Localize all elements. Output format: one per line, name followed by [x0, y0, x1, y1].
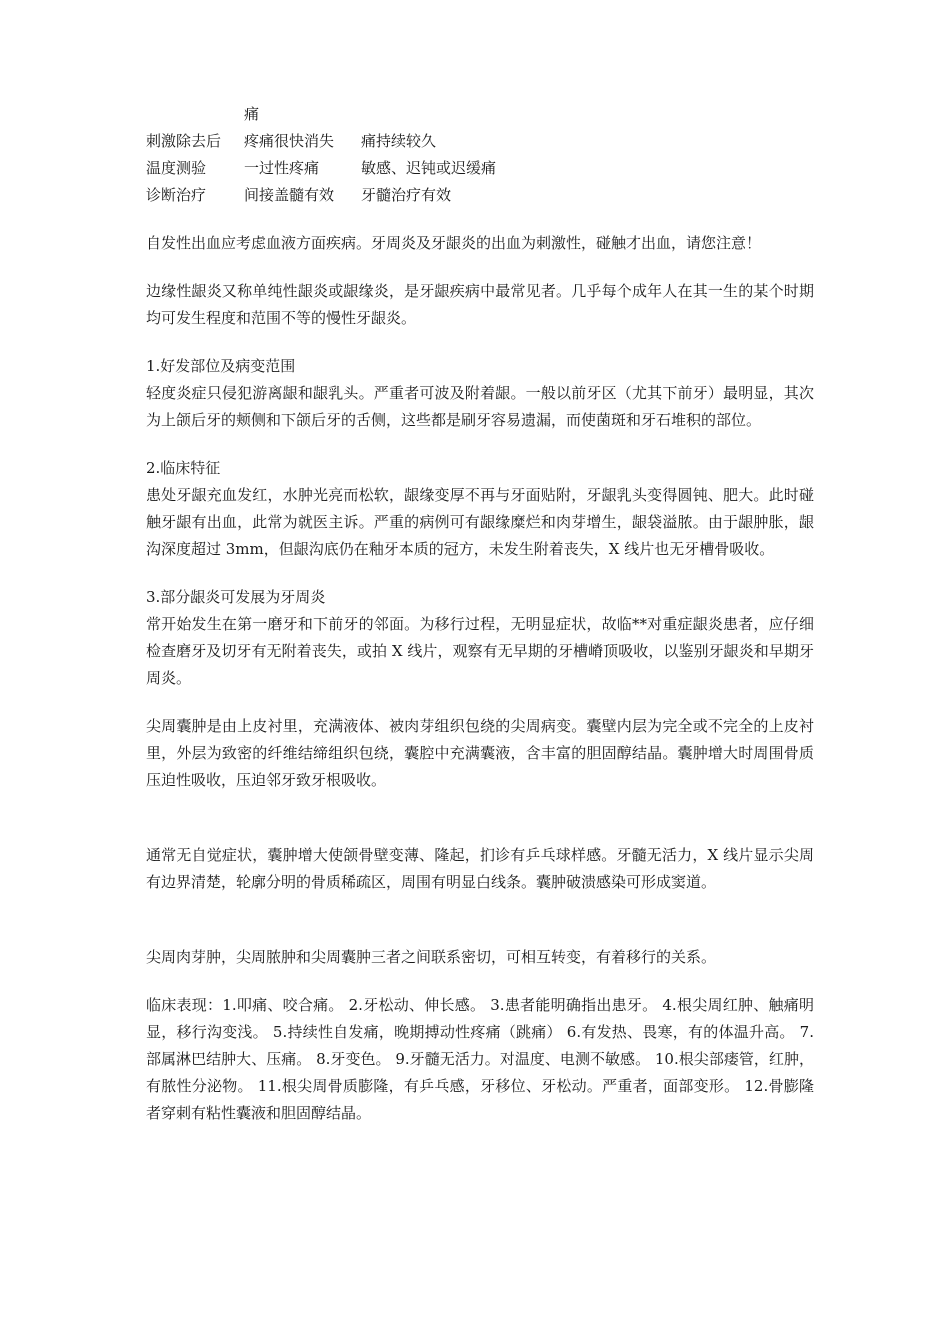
table-cell: 牙髓治疗有效: [361, 186, 452, 204]
paragraph-cyst-symptoms: 通常无自觉症状，囊肿增大使颌骨壁变薄、隆起，扪诊有乒乓球样感。牙髓无活力，X 线片显示尖周有边界清楚，轮廓分明的骨质稀疏区，周围有明显白线条。囊肿破溃感染可形成窦道。: [146, 846, 814, 891]
document-page: [146, 101, 814, 1127]
section-body-3: 常开始发生在第一磨牙和下前牙的邻面。为移行过程，无明显症状，故临**对重症龈炎患者，应仔细检查磨牙及切牙有无附着丧失，或拍 X 线片，观察有无早期的牙槽嵴顶吸收，以鉴别牙龈炎和早期牙周炎。: [146, 615, 814, 687]
table-row: [146, 155, 814, 182]
section-body-1: 轻度炎症只侵犯游离龈和龈乳头。严重者可波及附着龈。一般以前牙区（尤其下前牙）最明显，其次为上颌后牙的颊侧和下颌后牙的舌侧，这些都是刷牙容易遗漏，而使菌斑和牙石堆积的部位。: [146, 384, 814, 429]
paragraph-clinical-manifestations: 临床表现：1.叩痛、咬合痛。 2.牙松动、伸长感。 3.患者能明确指出患牙。 4.根尖周红肿、触痛明显，移行沟变浅。 5.持续性自发痛，晚期搏动性疼痛（跳痛） 6.有发热、畏寒，有的体温升高。 7.部属淋巴结肿大、压痛。 8.牙变色。 9.牙髓无活力。对温度、电测不敏感。 10.根尖部瘘管，红肿，有脓性分泌物。 11.根尖周骨质膨隆，有乒乓感，牙移位、牙松动。严重者，面部变形。 12.骨膨隆者穿刺有粘性囊液和胆固醇结晶。: [146, 996, 814, 1122]
paragraph-gingivitis-intro: 边缘性龈炎又称单纯性龈炎或龈缘炎，是牙龈疾病中最常见者。几乎每个成年人在其一生的某个时期均可发生程度和范围不等的慢性牙龈炎。: [146, 282, 814, 327]
table-cell: 刺激除去后: [146, 132, 222, 150]
table-cell: [361, 101, 814, 128]
section-heading-2: 2.临床特征: [146, 459, 221, 477]
table-cell: 间接盖髓有效: [244, 186, 335, 204]
table-cell: 痛: [244, 105, 260, 123]
comparison-table: [146, 101, 814, 209]
paragraph-bleeding-note: 自发性出血应考虑血液方面疾病。牙周炎及牙龈炎的出血为刺激性，碰触才出血，请您注意！: [146, 234, 762, 252]
section-heading-1: 1.好发部位及病变范围: [146, 357, 296, 375]
section-body-2: 患处牙龈充血发红，水肿光亮而松软，龈缘变厚不再与牙面贴附，牙龈乳头变得圆钝、肥大。此时碰触牙龈有出血，此常为就医主诉。严重的病例可有龈缘糜烂和肉芽增生，龈袋溢脓。由于龈肿胀，龈沟深度超过 3mm，但龈沟底仍在釉牙本质的冠方，未发生附着丧失，X 线片也无牙槽骨吸收。: [146, 486, 814, 558]
paragraph-periapical-cyst: 尖周囊肿是由上皮衬里，充满液体、被肉芽组织包绕的尖周病变。囊壁内层为完全或不完全的上皮衬里，外层为致密的纤维结缔组织包绕，囊腔中充满囊液，含丰富的胆固醇结晶。囊肿增大时周围骨质压迫性吸收，压迫邻牙致牙根吸收。: [146, 717, 814, 789]
table-cell: 一过性疼痛: [244, 159, 320, 177]
table-cell: 痛持续较久: [361, 132, 437, 150]
section-heading-3: 3.部分龈炎可发展为牙周炎: [146, 588, 326, 606]
table-cell: 诊断治疗: [146, 186, 207, 204]
table-row: [146, 128, 814, 155]
table-cell: 疼痛很快消失: [244, 132, 335, 150]
table-cell: 温度测验: [146, 159, 207, 177]
table-cell: [146, 101, 244, 128]
table-row: [146, 182, 814, 209]
table-row: [146, 101, 814, 128]
paragraph-periapical-relation: 尖周肉芽肿，尖周脓肿和尖周囊肿三者之间联系密切，可相互转变，有着移行的关系。: [146, 948, 717, 966]
table-cell: 敏感、迟钝或迟缓痛: [361, 159, 497, 177]
